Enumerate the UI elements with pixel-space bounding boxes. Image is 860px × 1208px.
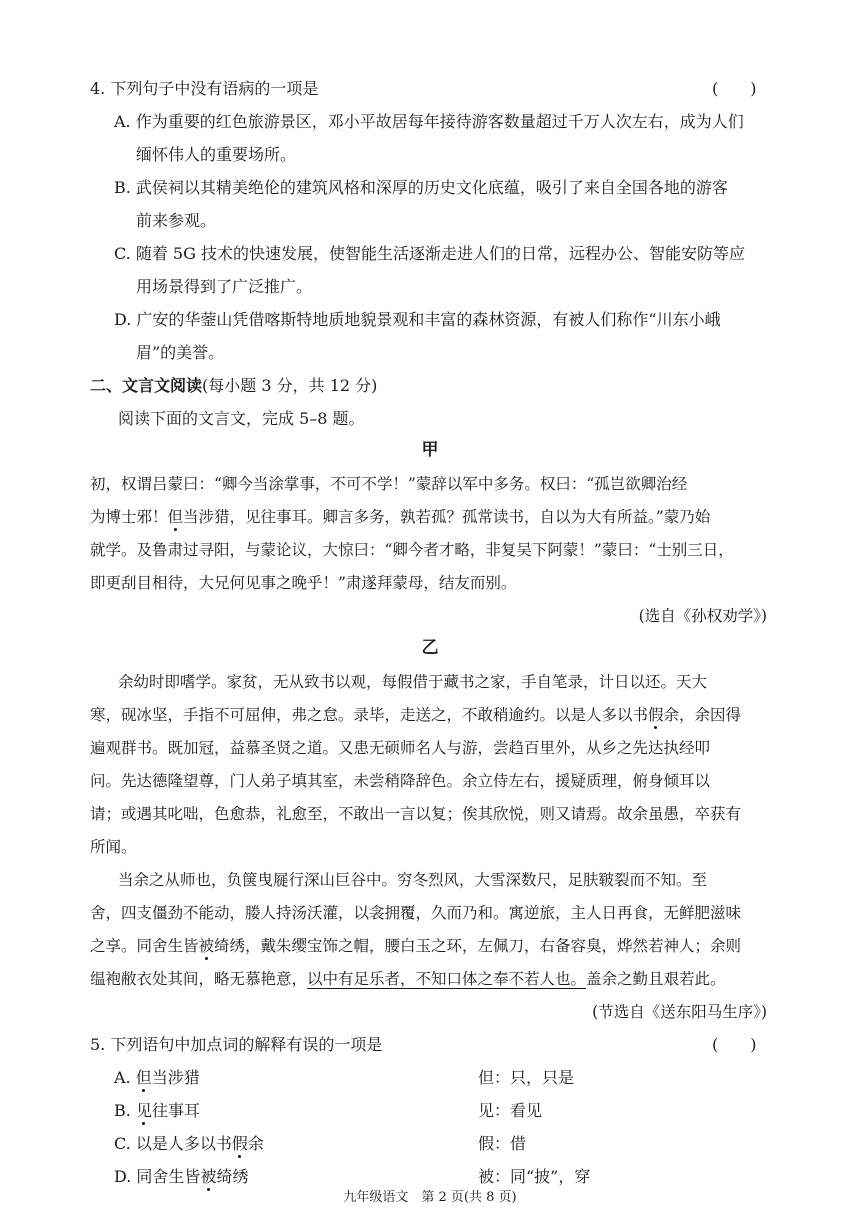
q5-option-d: [114, 1167, 248, 1187]
text-span: D. 同舍生皆: [114, 1167, 201, 1186]
q4-option-d-line2: 眉”的美誉。: [136, 343, 225, 362]
passage-yi-line7: 当余之从师也，负箧曳屣行深山巨谷中。穷冬烈风，大雪深数尺，足肤皲裂而不知。至: [118, 871, 708, 889]
text-span: A.: [114, 1068, 136, 1087]
section2-title: 二、文言文阅读: [90, 376, 203, 395]
passage-yi-line9: [90, 936, 741, 956]
passage-jia-label: 甲: [421, 440, 439, 460]
passage-yi-line10: [90, 969, 726, 989]
dotted-word: 见: [135, 1101, 152, 1120]
text-span: 寒，砚冰坚，手指不可屈伸，弗之怠。录毕，走送之，不敢稍逾约。以是人多以书: [90, 706, 649, 724]
q4-stem: 4. 下列句子中没有语病的一项是: [90, 79, 319, 98]
q4-option-a-line1: A. 作为重要的红色旅游景区，邓小平故居每年接待游客数量超过千万人次左右，成为人们: [114, 112, 744, 131]
passage-yi-line8: 舍，四支僵劲不能动，媵人持汤沃灌，以衾拥覆，久而乃和。寓逆旅，主人日再食，无鲜肥滋味: [90, 904, 742, 922]
passage-yi-line1: 余幼时即嗜学。家贫，无从致书以观，每假借于藏书之家，手自笔录，计日以还。天大: [118, 673, 708, 691]
q4-option-c-line2: 用场景得到了广泛推广。: [136, 277, 313, 296]
dotted-word-jia: 假: [648, 706, 664, 724]
passage-yi-line3: 遍观群书。既加冠，益慕圣贤之道。又患无硕师名人与游，尝趋百里外，从乡之先达执经叩: [90, 739, 711, 757]
text-span: 往事耳: [151, 1101, 200, 1120]
passage-yi-label: 乙: [421, 638, 439, 658]
text-span: 余，余因得: [663, 706, 742, 724]
dotted-word: 假: [231, 1134, 248, 1153]
q4-option-c-line1: C. 随着 5G 技术的快速发展，使智能生活逐渐走进人们的日常，远程办公、智能安防等应: [114, 244, 745, 263]
text-span: 绮绣: [216, 1167, 249, 1186]
q4-option-a-line2: 缅怀伟人的重要场所。: [136, 145, 297, 164]
section2-instruction: 阅读下面的文言文，完成 5–8 题。: [118, 409, 365, 428]
underlined-sentence: 以中有足乐者，不知口体之奉不若人也。: [307, 970, 587, 988]
q5-answer-bracket: ( ): [712, 1035, 757, 1054]
text-span: 当涉猎: [151, 1068, 200, 1087]
dotted-word-dan: 但: [167, 508, 184, 526]
text-span: 缊袍敝衣处其间，略无慕艳意，: [90, 970, 308, 988]
q4-option-d-line1: D. 广安的华蓥山凭借喀斯特地质地貌景观和丰富的森林资源，有被人们称作“川东小峨: [114, 310, 721, 329]
passage-yi-source: (节选自《送东阳马生序》): [592, 1003, 767, 1021]
passage-jia-line1: 初，权谓吕蒙曰：“卿今当涂掌事，不可不学！”蒙辞以军中多务。权曰：“孤岂欲卿治经: [90, 475, 688, 493]
q4-option-b-line1: B. 武侯祠以其精美绝伦的建筑风格和深厚的历史文化底蕴，吸引了来自全国各地的游客: [114, 178, 728, 197]
passage-yi-line4: 问。先达德隆望尊，门人弟子填其室，未尝稍降辞色。余立侍左右，援疑质理，俯身倾耳以: [90, 772, 711, 790]
text-span: 为博士邪！: [90, 508, 168, 526]
q5-option-b-explanation: 见：看见: [478, 1101, 543, 1120]
q4-option-b-line2: 前来参观。: [136, 211, 217, 230]
passage-yi-line6: 所闻。: [90, 838, 137, 856]
passage-yi-line2: [90, 705, 741, 725]
q5-option-d-explanation: 被：同“披”，穿: [478, 1167, 591, 1186]
text-span: 盖余之勤且艰若此。: [586, 970, 726, 988]
text-span: 当涉猎，见往事耳。卿言多务，孰若孤？孤常读书，自以为大有所益。”蒙乃始: [183, 508, 711, 526]
section2-heading: [90, 376, 377, 396]
text-span: 之享。同舍生皆: [90, 937, 199, 955]
dotted-word-bei: 被: [198, 937, 215, 955]
passage-jia-line2: [90, 507, 710, 527]
q5-option-b: [114, 1101, 200, 1121]
passage-jia-line3: 就学。及鲁肃过寻阳，与蒙论议，大惊曰：“卿今者才略，非复吴下阿蒙！”蒙曰：“士别三日，: [90, 541, 734, 559]
section2-score: (每小题 3 分，共 12 分): [202, 376, 378, 395]
passage-jia-source: (选自《孙权劝学》): [638, 607, 767, 625]
dotted-word: 被: [200, 1167, 217, 1186]
passage-jia-line4: 即更刮目相待，大兄何见事之晚乎！”肃遂拜蒙母，结友而别。: [90, 574, 517, 592]
text-span: C. 以是人多以书: [114, 1134, 232, 1153]
passage-yi-line5: 请；或遇其叱咄，色愈恭，礼愈至，不敢出一言以复；俟其欣悦，则又请焉。故余虽愚，卒获有: [90, 805, 742, 823]
q4-answer-bracket: ( ): [712, 79, 757, 98]
q5-option-a-explanation: 但：只，只是: [478, 1068, 575, 1087]
q5-option-a: [114, 1068, 200, 1088]
page-footer: 九年级语文 第 2 页(共 8 页): [343, 1190, 517, 1205]
q5-option-c: [114, 1134, 264, 1154]
text-span: 余: [247, 1134, 264, 1153]
q5-option-c-explanation: 假：借: [478, 1134, 527, 1153]
dotted-word: 但: [135, 1068, 152, 1087]
q5-stem: 5. 下列语句中加点词的解释有误的一项是: [90, 1035, 383, 1054]
text-span: B.: [114, 1101, 136, 1120]
text-span: 绮绣，戴朱缨宝饰之帽，腰白玉之环，左佩刀，右备容臭，烨然若神人；余则: [214, 937, 742, 955]
